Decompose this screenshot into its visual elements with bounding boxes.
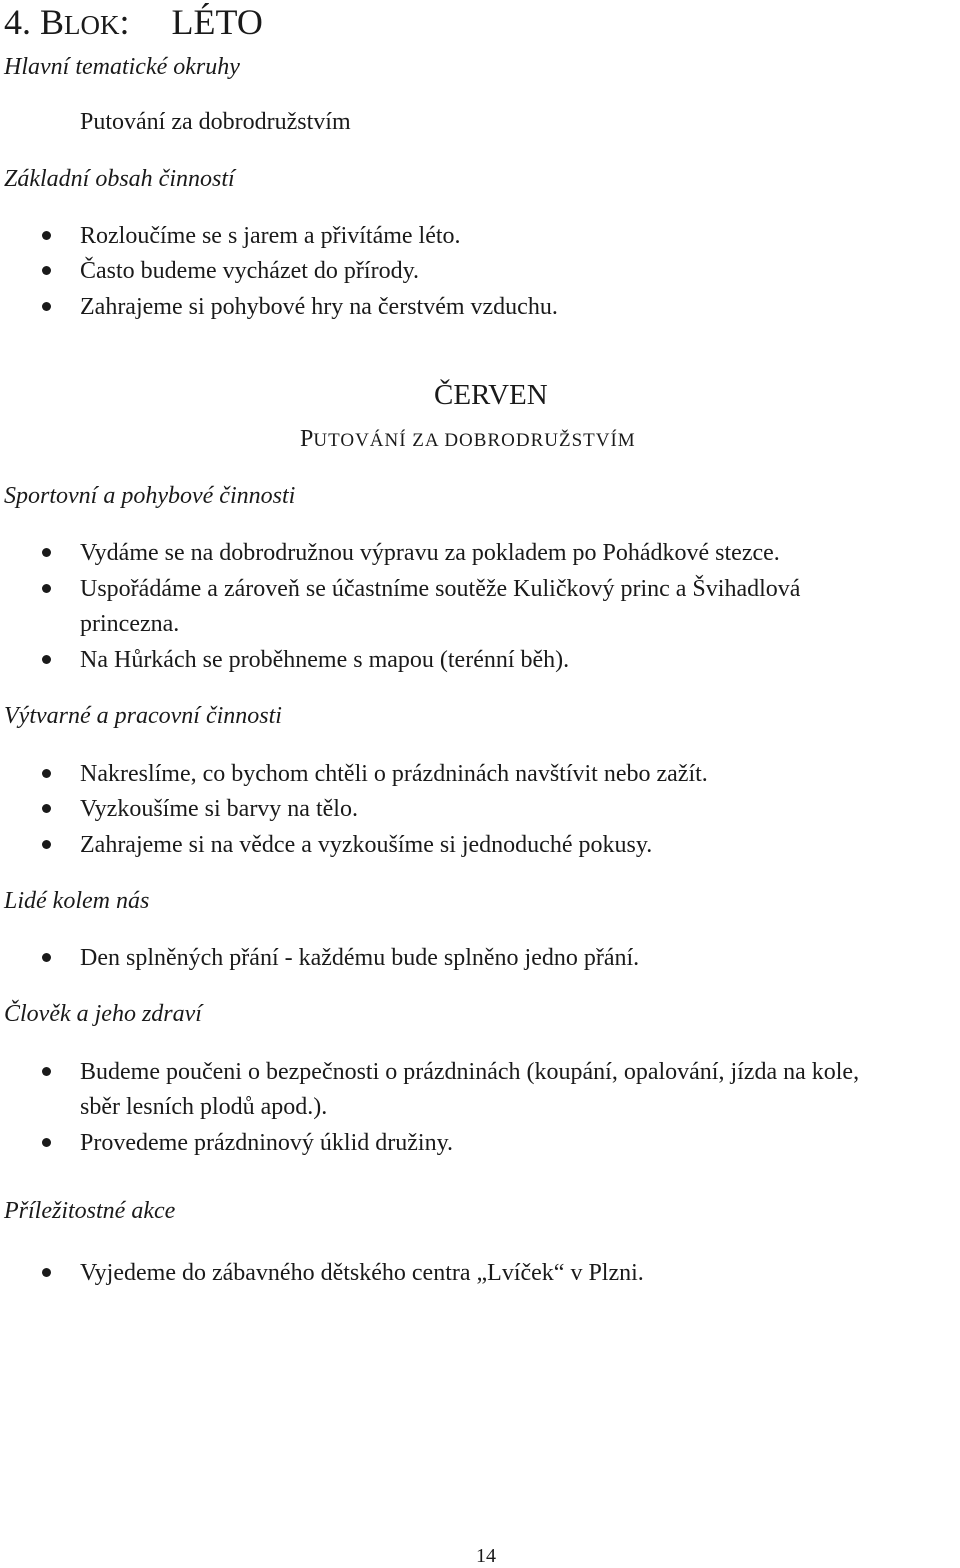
bullet-icon: [42, 1067, 51, 1076]
bullet-icon: [42, 953, 51, 962]
month-subheading-rest: UTOVÁNÍ ZA DOBRODRUŽSTVÍM: [313, 430, 636, 451]
health-label: Člověk a jeho zdraví: [4, 1001, 202, 1027]
bullet-icon: [42, 1138, 51, 1147]
sport-label: Sportovní a pohybové činnosti: [4, 483, 296, 509]
list-item: Zahrajeme si pohybové hry na čerstvém vzduchu.: [80, 294, 558, 320]
bullet-icon: [42, 769, 51, 778]
list-item: Vyjedeme do zábavného dětského centra „Lvíček“ v Plzni.: [80, 1260, 644, 1286]
bullet-icon: [42, 1268, 51, 1277]
list-item: Provedeme prázdninový úklid družiny.: [80, 1130, 454, 1156]
list-item: Nakreslíme, co bychom chtěli o prázdninách navštívit nebo zažít.: [80, 761, 708, 787]
bullet-icon: [42, 266, 51, 275]
list-item: Často budeme vycházet do přírody.: [80, 258, 420, 284]
block-title: [4, 2, 263, 45]
bullet-icon: [42, 302, 51, 311]
theme-value: Putování za dobrodružstvím: [80, 109, 351, 135]
bullet-icon: [42, 804, 51, 813]
block-colon: :: [119, 2, 130, 42]
bullet-icon: [42, 548, 51, 557]
list-item-continuation: sběr lesních plodů apod.).: [80, 1094, 328, 1120]
list-item: Budeme poučeni o bezpečnosti o prázdninách (koupání, opalování, jízda na kole,: [80, 1059, 860, 1085]
list-item-continuation: princezna.: [80, 611, 180, 637]
events-label: Příležitostné akce: [4, 1198, 176, 1224]
basic-content-label: Základní obsah činností: [4, 166, 235, 192]
month-heading: ČERVEN: [434, 379, 548, 411]
themes-label: Hlavní tematické okruhy: [4, 54, 240, 80]
list-item: Vyzkoušíme si barvy na tělo.: [80, 796, 358, 822]
art-label: Výtvarné a pracovní činnosti: [4, 703, 282, 729]
list-item: Uspořádáme a zároveň se účastníme soutěže Kuličkový princ a Švihadlová: [80, 576, 801, 602]
bullet-icon: [42, 655, 51, 664]
bullet-icon: [42, 584, 51, 593]
block-number: 4.: [4, 2, 40, 42]
block-word-initial: B: [40, 2, 65, 42]
bullet-icon: [42, 840, 51, 849]
season-title: LÉTO: [171, 2, 263, 42]
list-item: Na Hůrkách se proběhneme s mapou (terénní běh).: [80, 647, 570, 673]
page-number: 14: [476, 1545, 496, 1567]
month-subheading: [300, 424, 636, 456]
list-item: Den splněných přání - každému bude splněno jedno přání.: [80, 945, 640, 971]
people-label: Lidé kolem nás: [4, 888, 150, 914]
month-subheading-initial: P: [300, 426, 314, 452]
list-item: Vydáme se na dobrodružnou výpravu za pokladem po Pohádkové stezce.: [80, 540, 780, 566]
list-item: Rozloučíme se s jarem a přivítáme léto.: [80, 223, 461, 249]
block-word-rest: LOK: [64, 10, 120, 40]
list-item: Zahrajeme si na vědce a vyzkoušíme si jednoduché pokusy.: [80, 832, 653, 858]
bullet-icon: [42, 231, 51, 240]
